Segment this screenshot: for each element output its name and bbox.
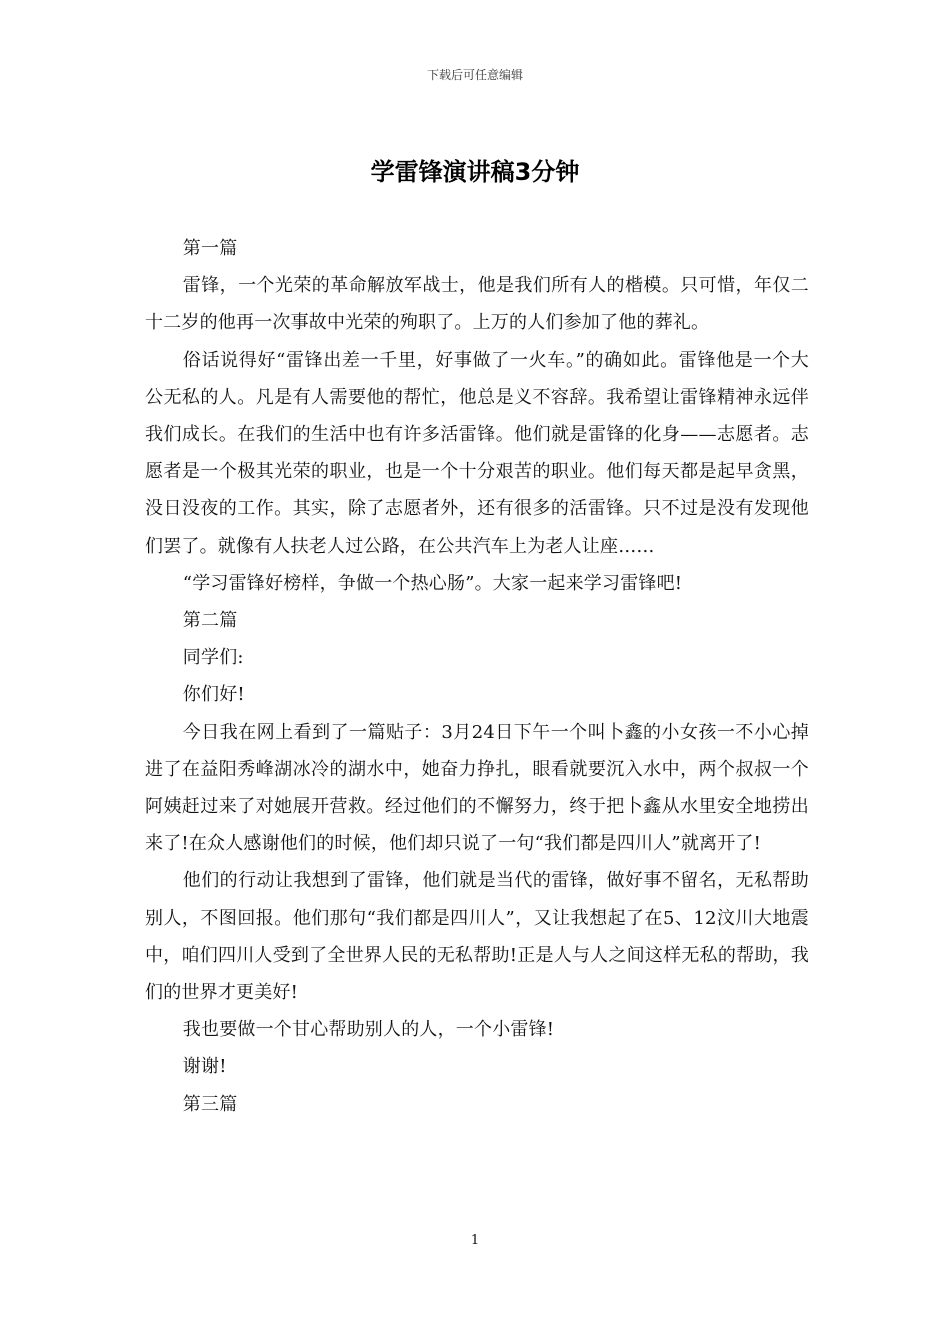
paragraph: 他们的行动让我想到了雷锋，他们就是当代的雷锋，做好事不留名，无私帮助别人，不图回报。他们那句“我们都是四川人”，又让我想起了在5、12汶川大地震中，咱们四川人受到了全世界人民的无私帮助!正是人与人之间这样无私的帮助，我们的世界才更美好! bbox=[145, 870, 809, 1004]
section-heading-1: 第一篇 bbox=[182, 238, 238, 259]
section-heading-2: 第二篇 bbox=[182, 610, 238, 632]
paragraph: 雷锋，一个光荣的革命解放军战士，他是我们所有人的楷模。只可惜，年仅二十二岁的他再一次事故中光荣的殉职了。上万的人们参加了他的葬礼。 bbox=[145, 275, 809, 334]
paragraph: 今日我在网上看到了一篇贴子：3月24日下午一个叫卜鑫的小女孩一不小心掉进了在益阳秀峰湖冰冷的湖水中，她奋力挣扎，眼看就要沉入水中，两个叔叔一个阿姨赶过来了对她展开营救。经过他们的不懈努力，终于把卜鑫从水里安全地捞出来了!在众人感谢他们的时候，他们却只说了一句“我们都是四川人”就离开了! bbox=[145, 721, 809, 855]
page-number: 1 bbox=[470, 1233, 480, 1248]
paragraph: 同学们: bbox=[182, 647, 244, 669]
section-heading-3: 第三篇 bbox=[182, 1093, 238, 1115]
paragraph: 你们好! bbox=[182, 684, 245, 706]
page-header: 下载后可任意编辑 bbox=[426, 68, 523, 82]
page-title: 学雷锋演讲稿3分钟 bbox=[370, 158, 580, 186]
paragraph: 谢谢! bbox=[182, 1056, 227, 1078]
paragraph: “学习雷锋好榜样，争做一个热心肠”。大家一起来学习雷锋吧! bbox=[182, 572, 683, 594]
paragraph: 俗话说得好“雷锋出差一千里，好事做了一火车。”的确如此。雷锋他是一个大公无私的人。凡是有人需要他的帮忙，他总是义不容辞。我希望让雷锋精神永远伴我们成长。在我们的生活中也有许多活雷锋。他们就是雷锋的化身——志愿者。志愿者是一个极其光荣的职业，也是一个十分艰苦的职业。他们每天都是起早贪黑，没日没夜的工作。其实，除了志愿者外，还有很多的活雷锋。只不过是没有发现他们罢了。就像有人扶老人过公路，在公共汽车上为老人让座…… bbox=[145, 349, 809, 557]
paragraph: 我也要做一个甘心帮助别人的人，一个小雷锋! bbox=[182, 1019, 555, 1041]
document-body bbox=[145, 230, 809, 1123]
